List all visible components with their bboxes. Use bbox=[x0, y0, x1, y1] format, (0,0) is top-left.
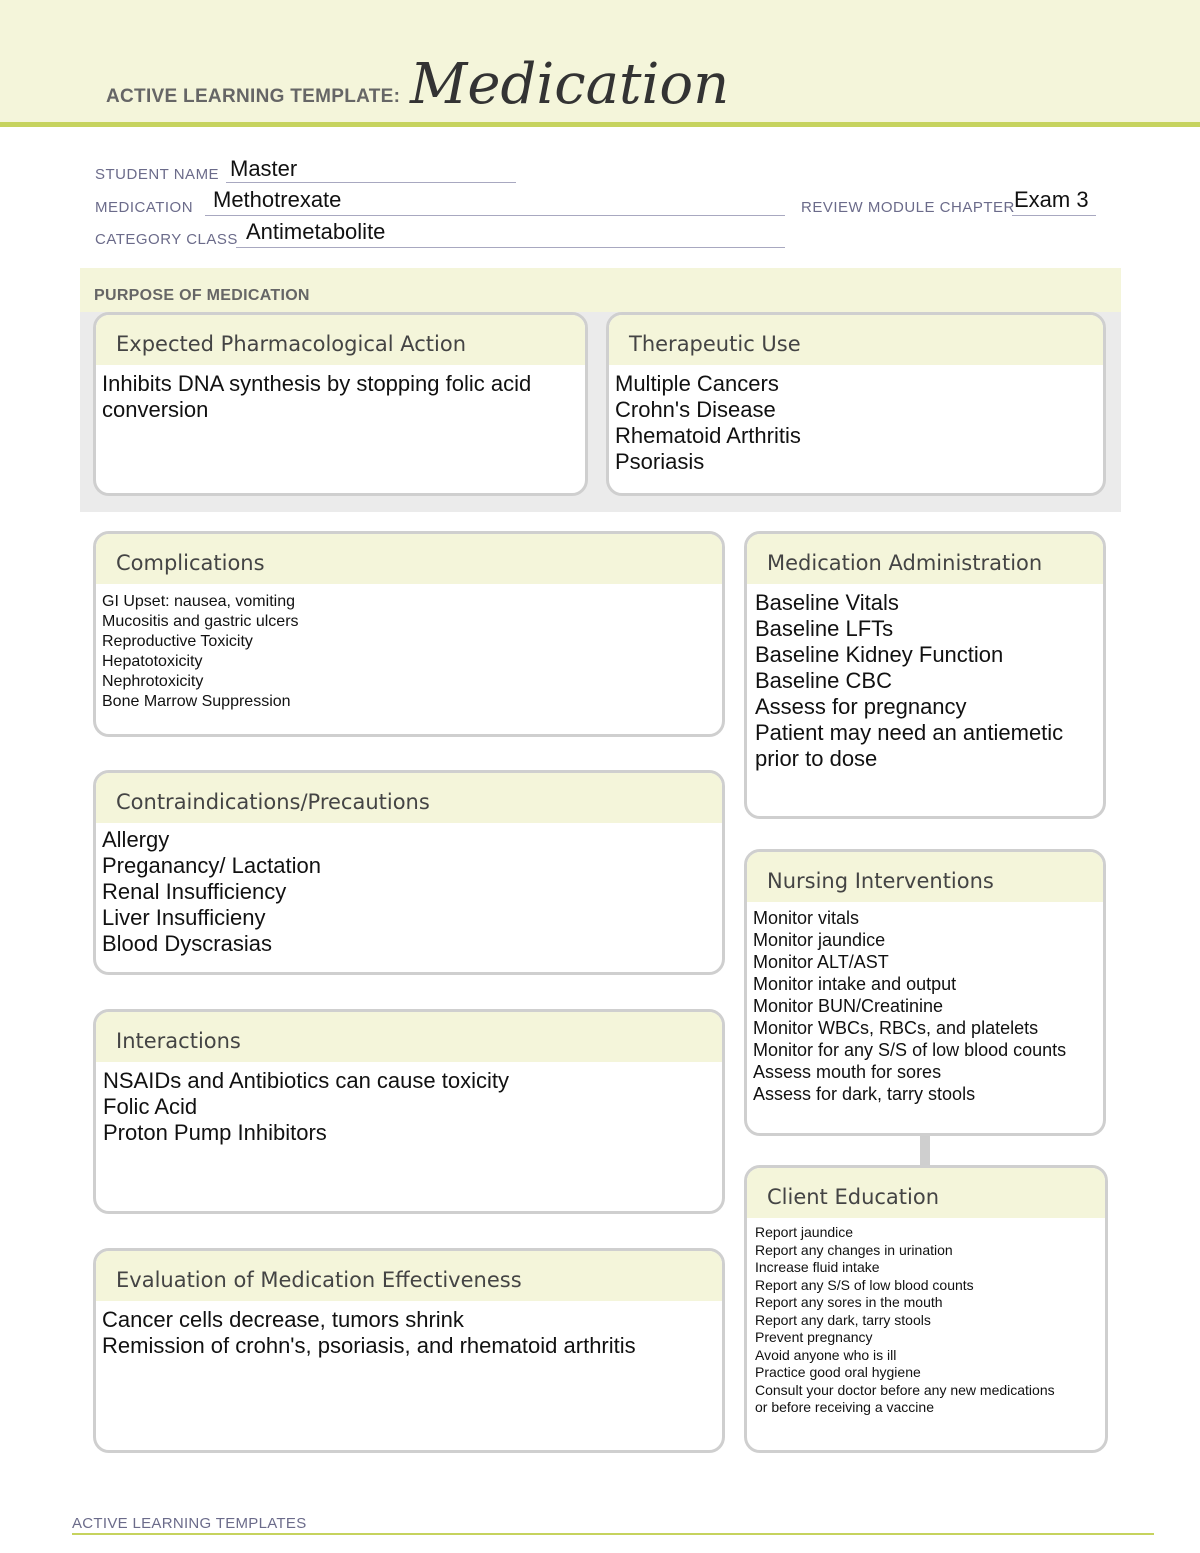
complications-title: Complications bbox=[116, 551, 265, 575]
text-line: Mucositis and gastric ulcers bbox=[102, 613, 299, 630]
client-education-title: Client Education bbox=[767, 1185, 940, 1209]
medication-administration-box bbox=[744, 531, 1106, 819]
template-title: Medication bbox=[410, 52, 730, 117]
interactions-box bbox=[93, 1009, 725, 1214]
text-line: Monitor ALT/AST bbox=[753, 952, 889, 972]
footer-rule bbox=[72, 1533, 1154, 1535]
text-line: Monitor jaundice bbox=[753, 930, 886, 950]
text-line: Increase fluid intake bbox=[755, 1259, 880, 1275]
text-line: conversion bbox=[102, 397, 209, 422]
medication-administration-title: Medication Administration bbox=[767, 551, 1043, 575]
text-line: Baseline Vitals bbox=[755, 590, 899, 615]
box-header bbox=[747, 852, 1103, 902]
text-line: Remission of crohn's, psoriasis, and rhematoid arthritis bbox=[102, 1333, 636, 1358]
student-name-label: STUDENT NAME bbox=[95, 166, 220, 183]
text-line: Bone Marrow Suppression bbox=[102, 693, 291, 710]
complications-box bbox=[93, 531, 725, 737]
text-line: Allergy bbox=[102, 827, 170, 852]
text-line: Avoid anyone who is ill bbox=[755, 1346, 897, 1363]
text-line: Monitor WBCs, RBCs, and platelets bbox=[753, 1018, 1039, 1038]
text-line: Blood Dyscrasias bbox=[102, 931, 272, 956]
text-line: Multiple Cancers bbox=[615, 371, 779, 396]
text-line: Consult your doctor before any new medications bbox=[755, 1381, 1055, 1398]
review-module-label: REVIEW MODULE CHAPTER bbox=[801, 199, 1015, 216]
text-line: Assess for dark, tarry stools bbox=[753, 1084, 976, 1104]
text-line: GI Upset: nausea, vomiting bbox=[102, 593, 295, 610]
expected-action-box bbox=[93, 312, 588, 496]
text-line: Baseline Kidney Function bbox=[755, 642, 1004, 667]
text-line: Report any changes in urination bbox=[755, 1241, 953, 1258]
box-header bbox=[609, 315, 1103, 365]
text-line: Psoriasis bbox=[615, 449, 705, 474]
text-line: NSAIDs and Antibiotics can cause toxicity bbox=[103, 1068, 509, 1093]
category-class-line bbox=[236, 247, 785, 248]
client-education-box bbox=[744, 1165, 1108, 1453]
box-header bbox=[96, 315, 585, 365]
nursing-interventions-title: Nursing Interventions bbox=[767, 869, 994, 893]
text-line: Prevent pregnancy bbox=[755, 1329, 873, 1345]
box-connector bbox=[920, 1133, 930, 1167]
text-line: Report jaundice bbox=[755, 1224, 854, 1240]
nursing-interventions-text[interactable] bbox=[747, 902, 1103, 1105]
therapeutic-use-text[interactable] bbox=[609, 365, 1103, 475]
footer-label: ACTIVE LEARNING TEMPLATES bbox=[72, 1515, 307, 1532]
text-line: Crohn's Disease bbox=[615, 397, 776, 422]
expected-action-title: Expected Pharmacological Action bbox=[116, 332, 467, 356]
contraindications-box bbox=[93, 770, 725, 975]
template-label: ACTIVE LEARNING TEMPLATE: bbox=[106, 86, 401, 107]
category-class-label: CATEGORY CLASS bbox=[95, 231, 238, 248]
text-line: Baseline CBC bbox=[755, 668, 892, 693]
box-header bbox=[96, 534, 722, 584]
text-line: Assess mouth for sores bbox=[753, 1062, 942, 1082]
category-class-value[interactable]: Antimetabolite bbox=[246, 219, 386, 244]
text-line: Inhibits DNA synthesis by stopping folic acid bbox=[102, 371, 532, 396]
box-header bbox=[747, 1168, 1105, 1218]
text-line: Cancer cells decrease, tumors shrink bbox=[102, 1307, 464, 1332]
student-name-line bbox=[226, 182, 516, 183]
medication-value[interactable]: Methotrexate bbox=[213, 187, 342, 212]
text-line: Report any S/S of low blood counts bbox=[755, 1276, 974, 1293]
therapeutic-use-box bbox=[606, 312, 1106, 496]
nursing-interventions-box bbox=[744, 849, 1106, 1136]
medication-label: MEDICATION bbox=[95, 199, 194, 216]
interactions-title: Interactions bbox=[116, 1029, 241, 1053]
therapeutic-use-title: Therapeutic Use bbox=[629, 332, 801, 356]
text-line: Preganancy/ Lactation bbox=[102, 853, 321, 878]
interactions-text[interactable] bbox=[96, 1062, 722, 1146]
contraindications-title: Contraindications/Precautions bbox=[116, 790, 430, 814]
box-header bbox=[747, 534, 1103, 584]
text-line: Nephrotoxicity bbox=[102, 673, 204, 690]
text-line: Liver Insufficieny bbox=[102, 905, 266, 930]
text-line: Report any dark, tarry stools bbox=[755, 1311, 931, 1328]
text-line: Assess for pregnancy bbox=[755, 694, 967, 719]
text-line: Renal Insufficiency bbox=[102, 879, 287, 904]
review-module-value[interactable]: Exam 3 bbox=[1014, 187, 1089, 212]
box-header bbox=[96, 773, 722, 823]
text-line: Baseline LFTs bbox=[755, 616, 894, 641]
header-rule bbox=[0, 122, 1200, 127]
expected-action-text[interactable] bbox=[96, 365, 585, 423]
review-module-line bbox=[1012, 215, 1096, 216]
evaluation-title: Evaluation of Medication Effectiveness bbox=[116, 1268, 522, 1292]
text-line: Hepatotoxicity bbox=[102, 653, 203, 670]
evaluation-box bbox=[93, 1248, 725, 1453]
text-line: Reproductive Toxicity bbox=[102, 633, 253, 650]
text-line: Report any sores in the mouth bbox=[755, 1294, 943, 1310]
text-line: Proton Pump Inhibitors bbox=[103, 1120, 327, 1145]
text-line: Monitor intake and output bbox=[753, 974, 957, 994]
evaluation-text[interactable] bbox=[96, 1301, 722, 1359]
box-header bbox=[96, 1251, 722, 1301]
text-line: Practice good oral hygiene bbox=[755, 1364, 921, 1380]
medication-line bbox=[205, 215, 785, 216]
student-name-value[interactable]: Master bbox=[230, 156, 298, 181]
medication-administration-text[interactable] bbox=[747, 584, 1103, 772]
text-line: Folic Acid bbox=[103, 1094, 198, 1119]
text-line: Monitor BUN/Creatinine bbox=[753, 996, 944, 1016]
text-line: prior to dose bbox=[755, 746, 878, 771]
box-header bbox=[96, 1012, 722, 1062]
complications-text[interactable] bbox=[96, 584, 722, 712]
contraindications-text[interactable] bbox=[96, 823, 722, 957]
purpose-title: PURPOSE OF MEDICATION bbox=[94, 287, 310, 304]
text-line: Monitor for any S/S of low blood counts bbox=[753, 1040, 1067, 1060]
text-line: Patient may need an antiemetic bbox=[755, 720, 1064, 745]
text-line: or before receiving a vaccine bbox=[755, 1399, 934, 1415]
text-line: Rhematoid Arthritis bbox=[615, 423, 801, 448]
client-education-text[interactable] bbox=[747, 1218, 1105, 1417]
text-line: Monitor vitals bbox=[753, 908, 860, 928]
